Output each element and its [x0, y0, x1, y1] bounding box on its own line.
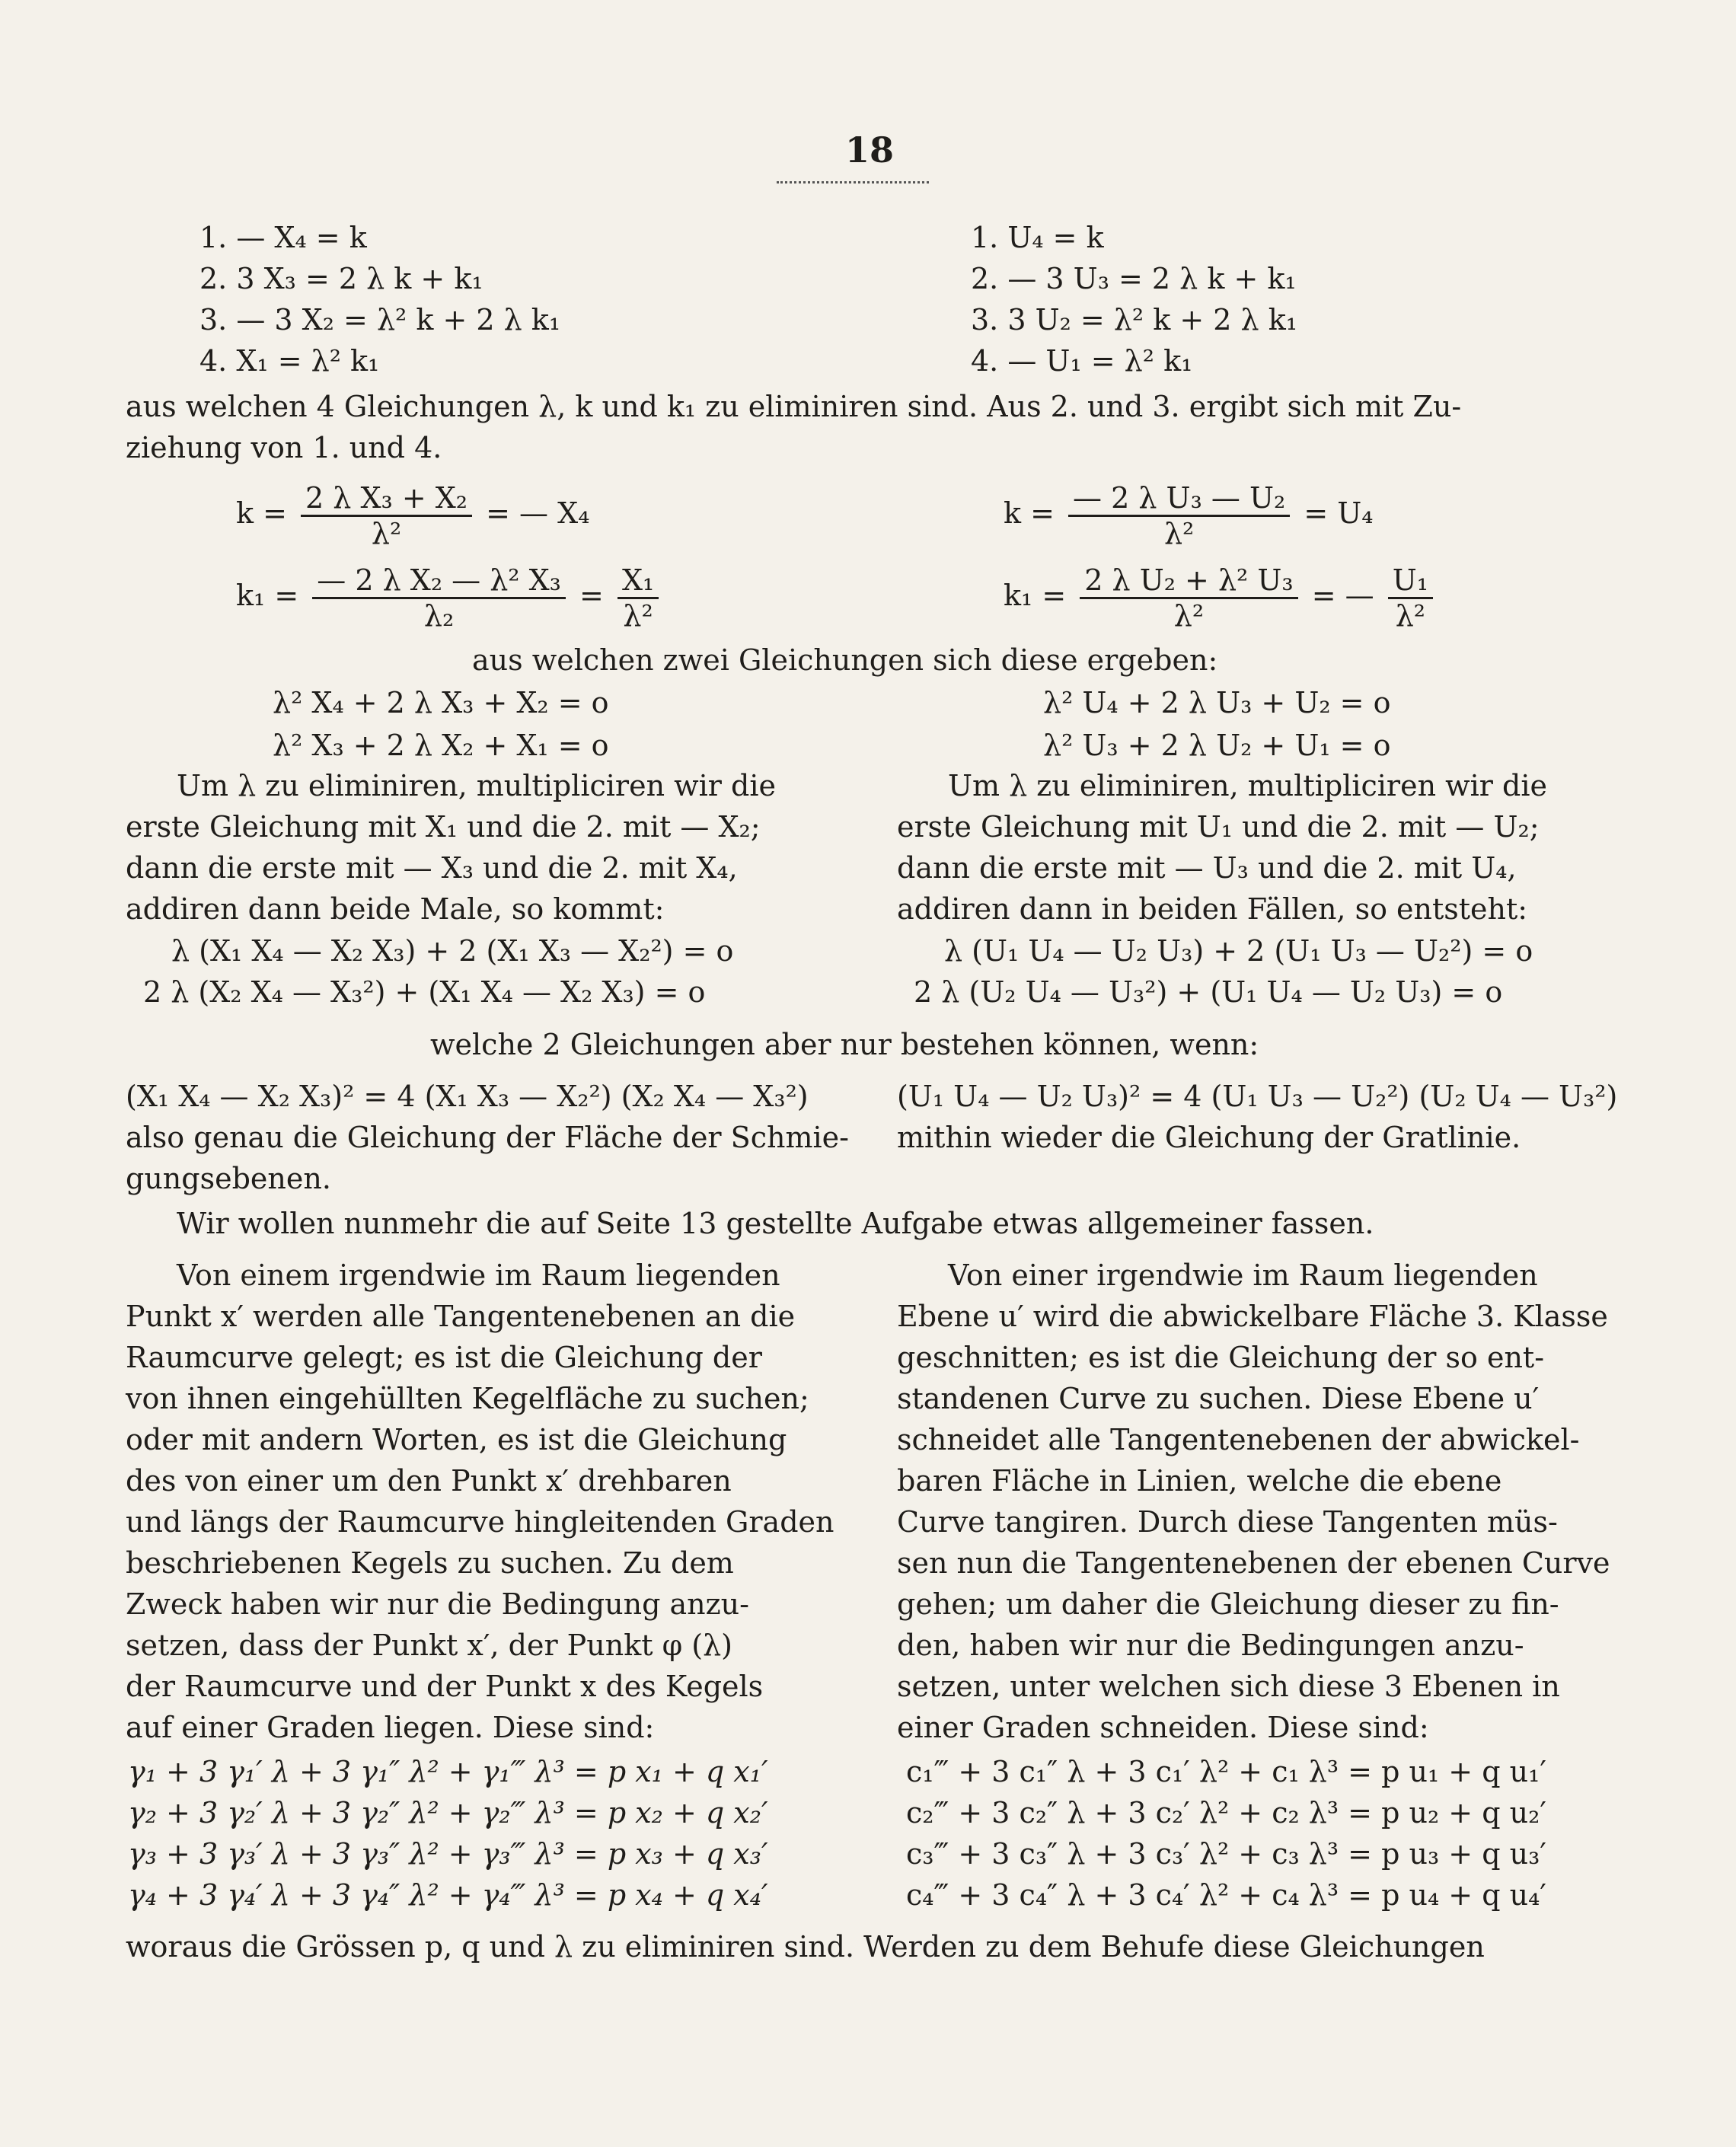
right-k-fraction: [1068, 481, 1290, 550]
left-k1-fraction-2: [617, 563, 659, 633]
left-system-eq-1: 1. — X₄ = k: [199, 221, 367, 254]
left-result-eq-1: λ (X₁ X₄ — X₂ X₃) + 2 (X₁ X₃ — X₂²) = o: [171, 934, 734, 968]
left-para-line-12: auf einer Graden liegen. Diese sind:: [126, 1711, 655, 1744]
page-number-ornament: [777, 174, 929, 183]
left-para-line-7: und längs der Raumcurve hingleitenden Graden: [126, 1505, 834, 1539]
right-para-line-4: standenen Curve zu suchen. Diese Ebene u′: [897, 1382, 1540, 1415]
left-k1-numerator-2: X₁: [617, 563, 659, 599]
right-para-line-8: sen nun die Tangentenebenen der ebenen Curve: [897, 1546, 1610, 1580]
left-gamma-eq-1: γ₁ + 3 γ₁′ λ + 3 γ₁″ λ² + γ₁‴ λ³ = p x₁ + q x₁′: [128, 1755, 768, 1788]
right-final-equation: (U₁ U₄ — U₂ U₃)² = 4 (U₁ U₃ — U₂²) (U₂ U₄ — U₃²): [897, 1080, 1618, 1113]
left-para-line-4: von ihnen eingehüllten Kegelfläche zu suchen;: [126, 1382, 809, 1415]
right-k-numerator: — 2 λ U₃ — U₂: [1068, 481, 1290, 517]
right-k1-numerator-2: U₁: [1388, 563, 1433, 599]
two-eq-right-1: λ² U₄ + 2 λ U₃ + U₂ = o: [1043, 686, 1391, 719]
right-k1-lhs: k₁ =: [1004, 579, 1067, 612]
left-para-line-8: beschriebenen Kegels zu suchen. Zu dem: [126, 1546, 734, 1580]
right-result-eq-2: 2 λ (U₂ U₄ — U₃²) + (U₁ U₄ — U₂ U₃) = o: [914, 975, 1503, 1009]
left-mult-line-4: addiren dann beide Male, so kommt:: [126, 892, 665, 926]
left-k-numerator: 2 λ X₃ + X₂: [301, 481, 472, 517]
right-c-eq-3: c₃‴ + 3 c₃″ λ + 3 c₃′ λ² + c₃ λ³ = p u₃ + q u₃′: [906, 1837, 1546, 1871]
text-two-equations: aus welchen zwei Gleichungen sich diese ergeben:: [472, 643, 1218, 677]
right-para-line-12: einer Graden schneiden. Diese sind:: [897, 1711, 1429, 1744]
right-k1-denominator: λ²: [1173, 599, 1205, 633]
two-eq-left-2: λ² X₃ + 2 λ X₂ + X₁ = o: [273, 729, 609, 762]
right-k1-denominator-2: λ²: [1395, 599, 1426, 633]
left-final-text-2: gungsebenen.: [126, 1162, 331, 1195]
right-system-eq-2: 2. — 3 U₃ = 2 λ k + k₁: [971, 262, 1297, 295]
left-para-line-11: der Raumcurve und der Punkt x des Kegels: [126, 1670, 764, 1703]
page-number: 18: [845, 129, 895, 171]
left-gamma-eq-2: γ₂ + 3 γ₂′ λ + 3 γ₂″ λ² + γ₂‴ λ³ = p x₂ + q x₂′: [128, 1796, 768, 1830]
left-final-text-1: also genau die Gleichung der Fläche der Schmie-: [126, 1121, 849, 1154]
text-eliminate-line-2: ziehung von 1. und 4.: [126, 431, 442, 464]
right-para-line-3: geschnitten; es ist die Gleichung der so ent-: [897, 1341, 1545, 1374]
left-para-line-3: Raumcurve gelegt; es ist die Gleichung der: [126, 1341, 762, 1374]
left-mult-line-2: erste Gleichung mit X₁ und die 2. mit — X₂;: [126, 810, 761, 844]
right-c-eq-4: c₄‴ + 3 c₄″ λ + 3 c₄′ λ² + c₄ λ³ = p u₄ + q u₄′: [906, 1878, 1546, 1912]
right-k-rhs: = U₄: [1304, 496, 1374, 530]
left-para-line-6: des von einer um den Punkt x′ drehbaren: [126, 1464, 732, 1498]
left-k1-numerator: — 2 λ X₂ — λ² X₃: [312, 563, 566, 599]
left-k1-equation: [236, 563, 663, 633]
text-general: Wir wollen nunmehr die auf Seite 13 gestellte Aufgabe etwas allgemeiner fassen.: [177, 1207, 1374, 1240]
left-para-line-9: Zweck haben wir nur die Bedingung anzu-: [126, 1587, 749, 1621]
left-system-eq-2: 2. 3 X₃ = 2 λ k + k₁: [199, 262, 483, 295]
right-result-eq-1: λ (U₁ U₄ — U₂ U₃) + 2 (U₁ U₃ — U₂²) = o: [944, 934, 1533, 968]
right-para-line-5: schneidet alle Tangentenebenen der abwickel-: [897, 1423, 1580, 1456]
right-k-lhs: k =: [1004, 496, 1055, 530]
right-k1-numerator: 2 λ U₂ + λ² U₃: [1080, 563, 1297, 599]
two-eq-right-2: λ² U₃ + 2 λ U₂ + U₁ = o: [1043, 729, 1391, 762]
left-para-line-2: Punkt x′ werden alle Tangentenebenen an die: [126, 1300, 796, 1333]
left-para-line-5: oder mit andern Worten, es ist die Gleichung: [126, 1423, 787, 1456]
left-k-denominator: λ²: [371, 517, 402, 550]
right-para-line-9: gehen; um daher die Gleichung dieser zu fin-: [897, 1587, 1559, 1621]
right-system-eq-4: 4. — U₁ = λ² k₁: [971, 344, 1193, 378]
right-mult-line-3: dann die erste mit — U₃ und die 2. mit U₄,: [897, 851, 1517, 885]
right-para-line-6: baren Fläche in Linien, welche die ebene: [897, 1464, 1502, 1498]
left-k1-fraction: [312, 563, 566, 633]
left-k1-lhs: k₁ =: [236, 579, 299, 612]
left-gamma-eq-4: γ₄ + 3 γ₄′ λ + 3 γ₄″ λ² + γ₄‴ λ³ = p x₄ + q x₄′: [128, 1878, 768, 1912]
right-k-equation: [1004, 481, 1374, 550]
left-result-eq-2: 2 λ (X₂ X₄ — X₃²) + (X₁ X₄ — X₂ X₃) = o: [143, 975, 706, 1009]
right-system-eq-1: 1. U₄ = k: [971, 221, 1104, 254]
left-k1-denominator: λ₂: [423, 599, 455, 633]
left-para-line-1: Von einem irgendwie im Raum liegenden: [177, 1259, 780, 1292]
left-k-fraction: [301, 481, 472, 550]
left-para-line-10: setzen, dass der Punkt x′, der Punkt φ (λ): [126, 1629, 732, 1662]
right-mult-line-1: Um λ zu eliminiren, multipliciren wir die: [948, 769, 1548, 802]
right-k1-equation: [1004, 563, 1438, 633]
right-mult-line-2: erste Gleichung mit U₁ und die 2. mit — U₂;: [897, 810, 1540, 844]
left-final-equation: (X₁ X₄ — X₂ X₃)² = 4 (X₁ X₃ — X₂²) (X₂ X₄ — X₃²): [126, 1080, 809, 1113]
right-para-line-10: den, haben wir nur die Bedingungen anzu-: [897, 1629, 1524, 1662]
right-c-eq-2: c₂‴ + 3 c₂″ λ + 3 c₂′ λ² + c₂ λ³ = p u₂ + q u₂′: [906, 1796, 1546, 1830]
left-k-rhs: = — X₄: [486, 496, 590, 530]
left-mult-line-1: Um λ zu eliminiren, multipliciren wir die: [177, 769, 777, 802]
right-para-line-1: Von einer irgendwie im Raum liegenden: [948, 1259, 1538, 1292]
left-k-equation: [236, 481, 589, 550]
right-para-line-11: setzen, unter welchen sich diese 3 Ebenen in: [897, 1670, 1560, 1703]
text-last-line: woraus die Grössen p, q und λ zu eliminiren sind. Werden zu dem Behufe diese Gleichungen: [126, 1930, 1485, 1964]
left-k-lhs: k =: [236, 496, 287, 530]
right-mult-line-4: addiren dann in beiden Fällen, so entsteht:: [897, 892, 1528, 926]
text-condition: welche 2 Gleichungen aber nur bestehen können, wenn:: [430, 1028, 1259, 1061]
left-system-eq-3: 3. — 3 X₂ = λ² k + 2 λ k₁: [199, 303, 561, 337]
left-mult-line-3: dann die erste mit — X₃ und die 2. mit X₄,: [126, 851, 738, 885]
right-k1-mid: = —: [1311, 579, 1374, 612]
text-eliminate-line-1: aus welchen 4 Gleichungen λ, k und k₁ zu eliminiren sind. Aus 2. und 3. ergibt sich mit Zu-: [126, 390, 1462, 423]
right-k-denominator: λ²: [1163, 517, 1195, 550]
left-system-eq-4: 4. X₁ = λ² k₁: [199, 344, 380, 378]
left-k1-mid: =: [579, 579, 604, 612]
left-k1-denominator-2: λ²: [623, 599, 653, 633]
right-k1-fraction-2: [1388, 563, 1433, 633]
right-system-eq-3: 3. 3 U₂ = λ² k + 2 λ k₁: [971, 303, 1297, 337]
left-gamma-eq-3: γ₃ + 3 γ₃′ λ + 3 γ₃″ λ² + γ₃‴ λ³ = p x₃ + q x₃′: [128, 1837, 768, 1871]
right-k1-fraction: [1080, 563, 1297, 633]
two-eq-left-1: λ² X₄ + 2 λ X₃ + X₂ = o: [273, 686, 609, 719]
right-c-eq-1: c₁‴ + 3 c₁″ λ + 3 c₁′ λ² + c₁ λ³ = p u₁ + q u₁′: [906, 1755, 1546, 1788]
right-final-text: mithin wieder die Gleichung der Gratlinie.: [897, 1121, 1521, 1154]
right-para-line-2: Ebene u′ wird die abwickelbare Fläche 3. Klasse: [897, 1300, 1608, 1333]
right-para-line-7: Curve tangiren. Durch diese Tangenten müs-: [897, 1505, 1558, 1539]
